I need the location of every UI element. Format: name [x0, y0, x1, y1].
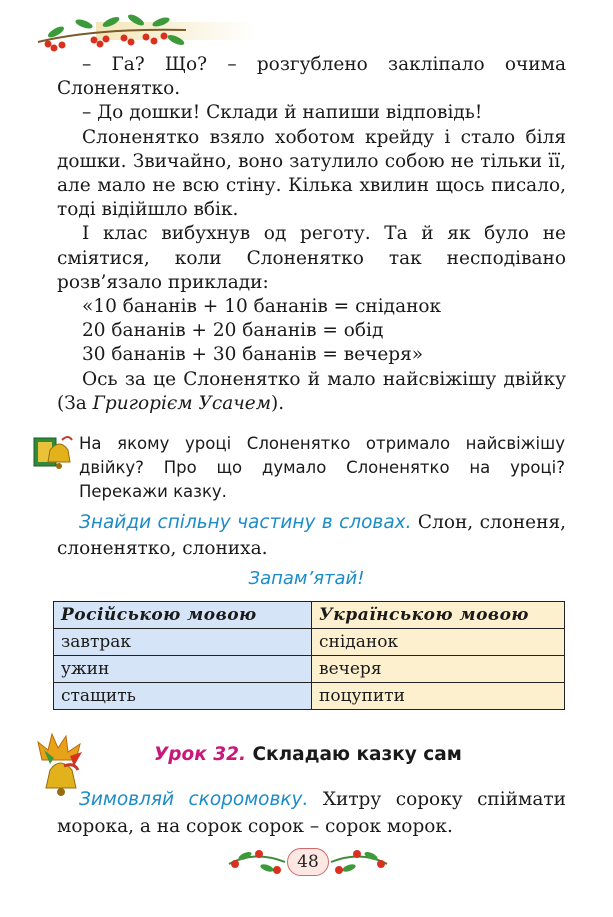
russian-word: стащить — [54, 683, 312, 710]
book-with-bell-icon — [32, 432, 74, 476]
page-number: 48 — [287, 848, 329, 876]
remember-title: Запам’ятай! — [248, 568, 365, 589]
story-paragraph: Слоненятко взяло хоботом крейду і стало біля дошки. Звичайно, воно затулило собою не тільки її, але мало не всю стіну. Кілька хвилин щось писало, тоді відійшло вбік. — [57, 126, 566, 221]
ukrainian-word: сніданок — [312, 629, 565, 656]
ukrainian-word: вечеря — [312, 656, 565, 683]
column-header-russian: Російською мовою — [54, 602, 312, 629]
tongue-twister-paragraph — [57, 786, 566, 840]
task-text: Слон, слоненя, слоненятко, слониха. — [57, 512, 566, 559]
story-author: Григорієм Усачем — [92, 392, 272, 414]
russian-word: ужин — [54, 656, 312, 683]
story-text — [57, 53, 566, 416]
story-paragraph: – До дошки! Склади й напиши відповідь! — [82, 102, 483, 124]
formula-line: 30 бананів + 30 бананів = вечеря» — [82, 344, 424, 366]
story-paragraph: – Га? Що? – розгублено закліпало очима Слоненятко. — [57, 54, 566, 100]
table-row — [54, 683, 565, 710]
question-text: На якому уроці Слоненятко отримало найсвіжішу двійку? Про що думало Слоненятко на уроці? Перекажи казку. — [79, 434, 565, 501]
story-last-text: Ось за це Слоненятко й мало найсвіжішу двійку (За — [57, 368, 566, 414]
formula-line: «10 бананів + 10 бананів = сніданок — [82, 296, 442, 318]
lesson-title: Складаю казку сам — [246, 744, 462, 765]
task-lead: Знайди спільну частину в словах. — [79, 512, 412, 533]
russian-word: завтрак — [54, 629, 312, 656]
table-header-row — [54, 602, 565, 629]
ukrainian-word: поцупити — [312, 683, 565, 710]
tongue-twister-text: Хитру сороку спіймати морока, а на сорок сорок – сорок морок. — [57, 789, 566, 837]
lesson-heading — [154, 744, 462, 765]
formula-line: 20 бананів + 20 бананів = обід — [82, 320, 384, 342]
rowan-branch-decoration — [36, 10, 256, 52]
column-header-ukrainian: Українською мовою — [312, 602, 565, 629]
table-row — [54, 656, 565, 683]
story-paragraph: І клас вибухнув од реготу. Та й як було не сміятися, коли Слоненятко так несподівано розв’язало приклади: — [57, 223, 566, 293]
task-paragraph — [57, 510, 566, 562]
vocabulary-table — [53, 601, 565, 710]
story-last-end: ). — [271, 392, 285, 414]
table-row — [54, 629, 565, 656]
tongue-twister-lead: Зимовляй скоромовку. — [79, 789, 309, 810]
lesson-number: Урок 32. — [154, 744, 246, 765]
story-paragraph — [57, 368, 566, 416]
